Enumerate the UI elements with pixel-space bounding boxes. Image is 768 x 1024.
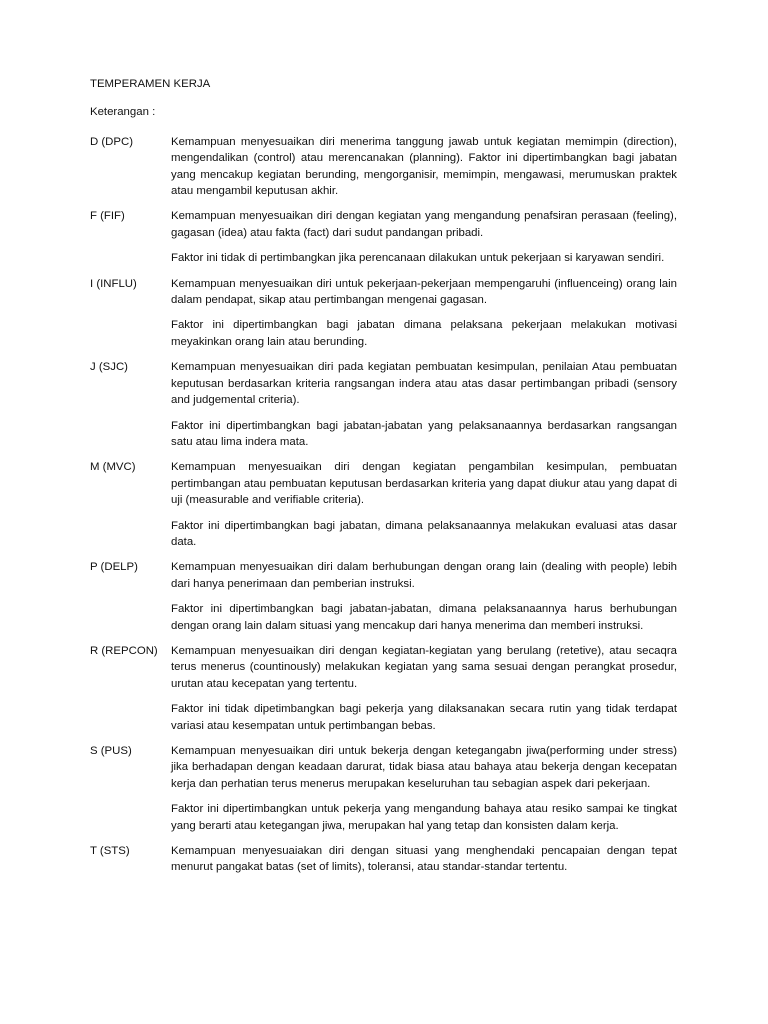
entry-repcon	[90, 643, 677, 734]
entry-paragraph: Faktor ini dipertimbangkan bagi jabatan, dimana pelaksanaannya melakukan evaluasi atas dasar data.	[171, 519, 677, 548]
entry-pus	[90, 743, 677, 834]
entry-body	[171, 276, 677, 351]
entry-paragraph: Kemampuan menyesuaikan diri dengan kegiatan yang mengandung penafsiran perasaan (feeling), gagasan (idea) atau fakta (fact) dari sudut pandangan pribadi.	[171, 210, 677, 239]
entry-code: R (REPCON)	[90, 644, 158, 657]
entry-paragraph: Kemampuan menyesuaiakan diri dengan situasi yang menghendaki pencapaian dengan tepat menurut pangakat batas (set of limits), toleransi, atau standar-standar tertentu.	[171, 845, 677, 874]
entry-paragraph: Faktor ini tidak di pertimbangkan jika perencanaan dilakukan untuk pekerjaan si karyawan sendiri.	[171, 252, 665, 265]
entry-body	[171, 208, 677, 266]
entry-paragraph: Faktor ini dipertimbangkan bagi jabatan dimana pelaksana pekerjaan melakukan motivasi meyakinkan orang lain atau berunding.	[171, 319, 677, 348]
entry-body	[171, 459, 677, 550]
entry-code: F (FIF)	[90, 210, 125, 223]
entry-code: S (PUS)	[90, 745, 132, 757]
entry-code: M (MVC)	[90, 461, 136, 474]
entry-sjc	[90, 359, 677, 450]
entry-paragraph: Kemampuan menyesuaikan diri dalam berhubungan dengan orang lain (dealing with people) lebih dari hanya penerimaan dan pemberian instruksi.	[171, 561, 677, 590]
entry-body	[171, 643, 677, 734]
entry-dpc	[90, 134, 677, 200]
entry-fif	[90, 208, 677, 266]
entry-paragraph: Kemampuan menyesuaikan diri untuk pekerjaan-pekerjaan mempengaruhi (influenceing) orang lain dalam pendapat, sikap atau pertimbangan mengenai gagasan.	[171, 277, 677, 307]
entry-body	[171, 359, 677, 450]
entry-paragraph: Kemampuan menyesuaikan diri dengan kegiatan pengambilan kesimpulan, pembuatan pertimbangan atau pembuatan keputusan berdasarkan kriteria yang dapat diukur atau yang dapat di uji (measurable and verifiable criteria).	[171, 461, 677, 507]
entry-paragraph: Faktor ini dipertimbangkan bagi jabatan-jabatan yang pelaksanaannya berdasarkan rangsangan satu atau lima indera mata.	[171, 419, 677, 448]
entry-code: I (INFLU)	[90, 277, 137, 290]
document-page	[90, 76, 677, 885]
entry-code: T (STS)	[90, 845, 130, 858]
entry-paragraph: Kemampuan menyesuaikan diri menerima tanggung jawab untuk kegiatan memimpin (direction), mengendalikan (control) atau merencanakan (planning). Faktor ini dipertimbangkan bagi jabatan yang mencakup kegiatan berunding, mengorganisir, memimpin, mengawasi, merumuskan praktek atau mengambil keputusan akhir.	[171, 135, 677, 198]
entry-sts	[90, 843, 677, 876]
entry-delp	[90, 559, 677, 634]
entry-body	[171, 134, 677, 200]
entry-paragraph: Kemampuan menyesuaikan diri dengan kegiatan-kegiatan yang berulang (retetive), atau secaqra terus menerus (countinously) melakukan kegiatan yang sama sesuai dengan perangkat prosedur, urutan atau kecepatan yang tertentu.	[171, 644, 677, 690]
entry-mvc	[90, 459, 677, 550]
entry-paragraph: Faktor ini tidak dipetimbangkan bagi pekerja yang dilaksanakan secara rutin yang tidak terdapat variasi atau kesempatan untuk pertimbangan bebas.	[171, 703, 677, 732]
entry-code: P (DELP)	[90, 561, 138, 574]
entry-code: J (SJC)	[90, 361, 128, 374]
entry-paragraph: Kemampuan menyesuaikan diri untuk bekerja dengan ketegangabn jiwa(performing under stress) jika berhadapan dengan keadaan darurat, tidak biasa atau bahaya atau bekerja dengan kecepatan kerja dan perhatian terus menerus merupakan keseluruhan tau sebagian aspek dari pekerjaan.	[171, 745, 677, 790]
entry-influ	[90, 276, 677, 351]
entry-body	[171, 743, 677, 834]
entry-paragraph: Faktor ini dipertimbangkan bagi jabatan-jabatan, dimana pelaksanaannya harus berhubungan dengan orang lain dalam situasi yang mencakup dari hanya menerima dan memberi instruksi.	[171, 603, 677, 632]
entry-body	[171, 843, 677, 876]
entry-code: D (DPC)	[90, 135, 134, 148]
entry-paragraph: Faktor ini dipertimbangkan untuk pekerja yang mengandung bahaya atau resiko sampai ke tingkat yang berarti atau ketegangan jiwa, merupakan hal yang tetap dan konsisten dalam kerja.	[171, 803, 677, 832]
document-title: TEMPERAMEN KERJA	[90, 78, 211, 90]
entry-paragraph: Kemampuan menyesuaikan diri pada kegiatan pembuatan kesimpulan, penilaian Atau pembuatan keputusan berdasarkan kriteria rangsangan indera atau atas dasar pertimbangan pribadi (sensory and judgemental criteria).	[171, 361, 677, 407]
entry-body	[171, 559, 677, 634]
legend-label: Keterangan :	[90, 106, 156, 119]
